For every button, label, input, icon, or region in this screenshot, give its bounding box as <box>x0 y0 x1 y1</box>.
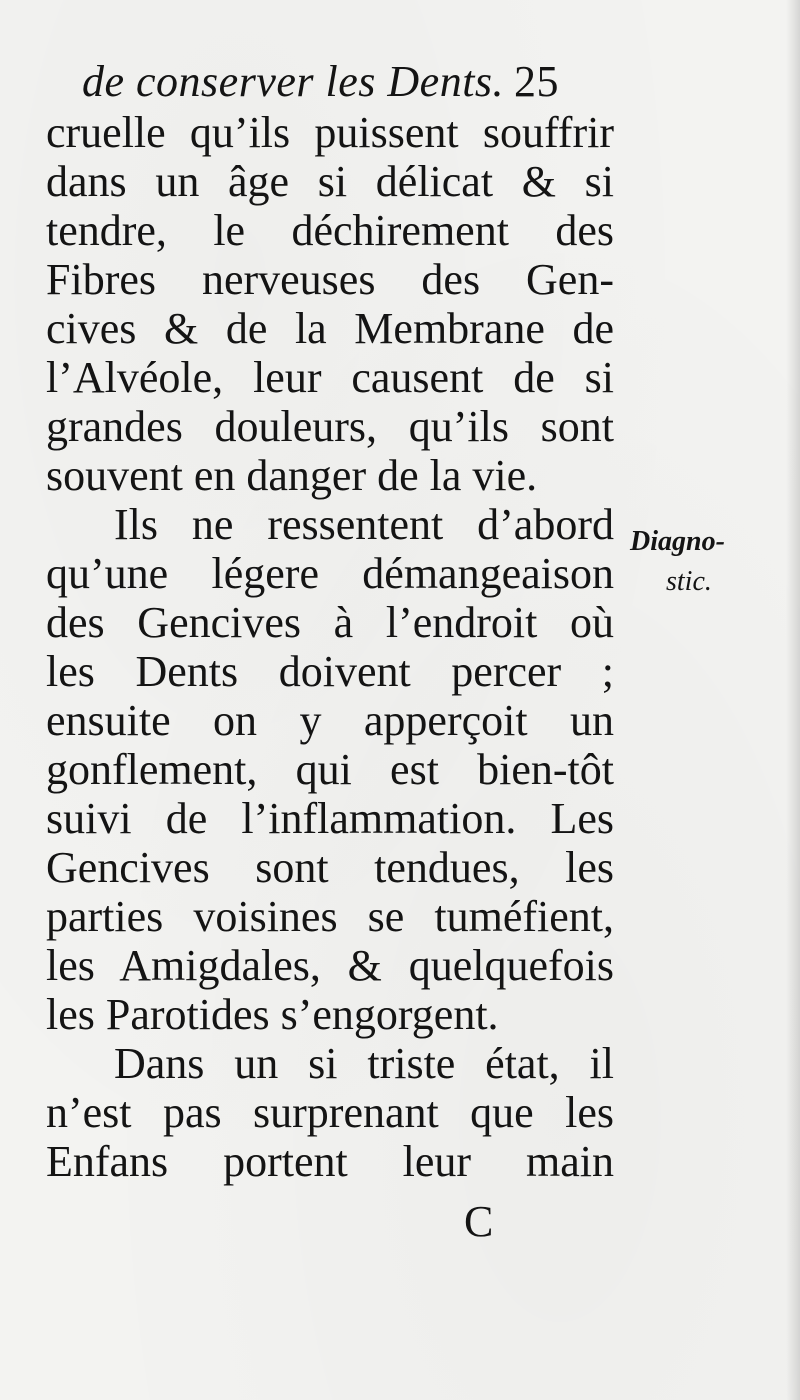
text-line: gonflement, qui est bien-tôt <box>46 745 614 794</box>
text-line: grandes douleurs, qu’ils sont <box>46 402 614 451</box>
text-line: tendre, le déchirement des <box>46 206 614 255</box>
page-edge-shadow <box>786 0 800 1400</box>
text-line: les Parotides s’engorgent. <box>46 990 499 1039</box>
text-line: suivi de l’inflammation. Les <box>46 794 614 843</box>
margin-note-line-1: Diagno- <box>630 526 725 557</box>
signature-mark: C <box>464 1197 494 1246</box>
running-title: de conserver les Dents. <box>82 57 505 106</box>
text-line: parties voisines se tuméfient, <box>46 892 614 941</box>
text-line: dans un âge si délicat & si <box>46 157 614 206</box>
text-line: l’Alvéole, leur causent de si <box>46 353 614 402</box>
margin-note-line-2: stic. <box>666 566 712 597</box>
text-line: cives & de la Membrane de <box>46 304 614 353</box>
text-line: Gencives sont tendues, les <box>46 843 614 892</box>
text-line: souvent en danger de la vie. <box>46 451 538 500</box>
text-line: cruelle qu’ils puissent souffrir <box>46 108 614 157</box>
page-number: 25 <box>514 57 560 106</box>
running-header <box>82 56 559 107</box>
text-line: des Gencives à l’endroit où <box>46 598 614 647</box>
body-text <box>46 108 614 1186</box>
text-line: n’est pas surprenant que les <box>46 1088 614 1137</box>
text-line: Fibres nerveuses des Gen- <box>46 255 614 304</box>
text-line: les Dents doivent percer ; <box>46 647 614 696</box>
text-line: Enfans portent leur main <box>46 1137 614 1186</box>
margin-note <box>630 522 725 602</box>
text-line: ensuite on y apperçoit un <box>46 696 614 745</box>
text-line: les Amigdales, & quelquefois <box>46 941 614 990</box>
text-line: qu’une légere démangeaison <box>46 549 614 598</box>
text-line: Dans un si triste état, il <box>114 1039 614 1088</box>
text-line: Ils ne ressentent d’abord <box>114 500 614 549</box>
